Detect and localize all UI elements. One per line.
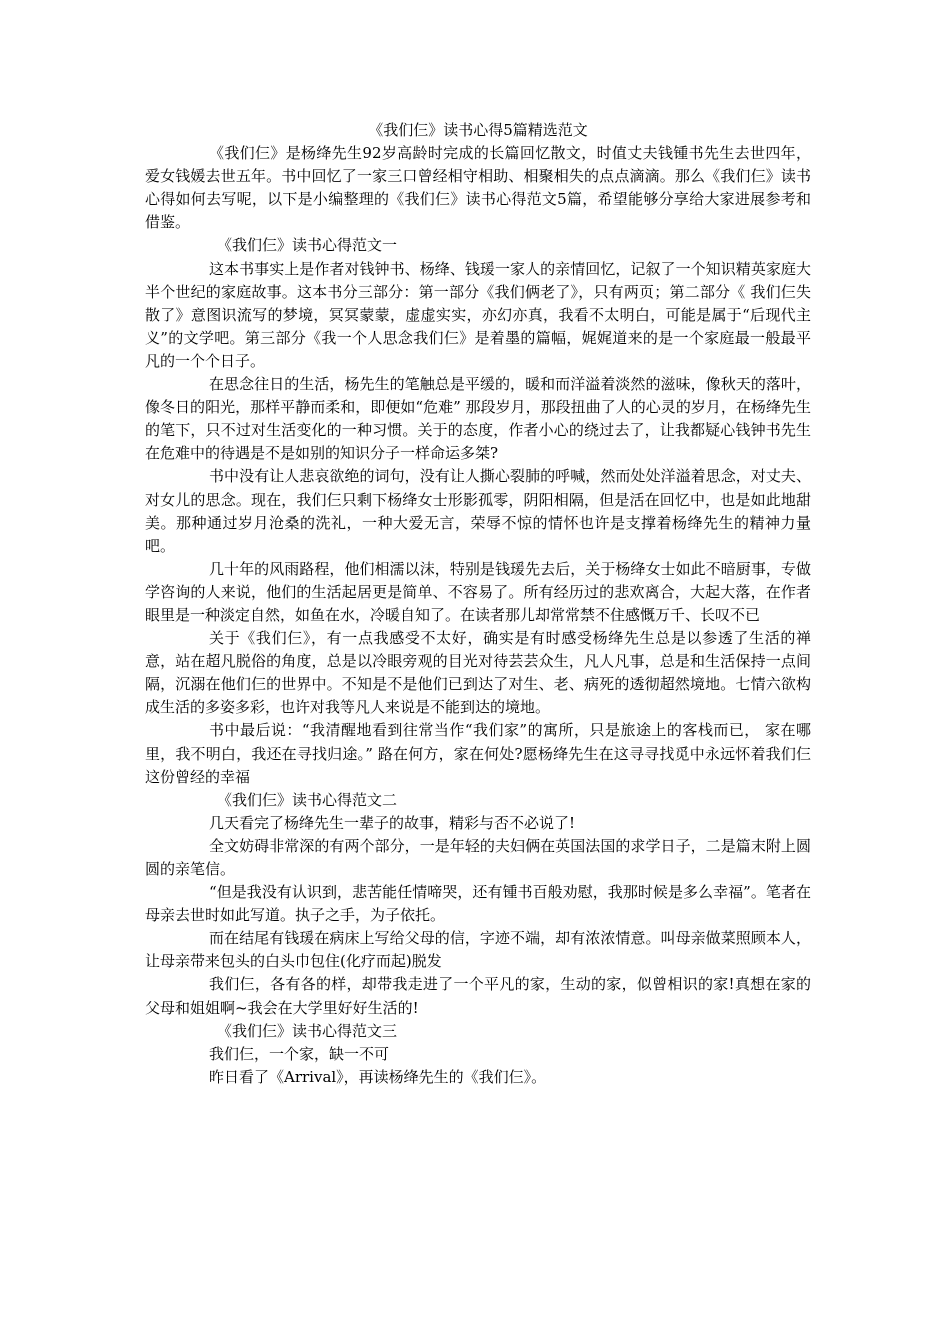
paragraph: 我们仨，一个家，缺一不可 xyxy=(209,1044,390,1063)
paragraph: 全文妨碍非常深的有两个部分，一是年轻的夫妇俩在英国法国的求学日子，二是篇末附上圆圆的亲笔信。 xyxy=(145,836,811,878)
paragraph: 我们仨，各有各的样，却带我走进了一个平凡的家，生动的家，似曾相识的家!真想在家的父母和姐姐啊~我会在大学里好好生活的! xyxy=(145,975,811,1017)
paragraph: 几天看完了杨绛先生一辈子的故事，精彩与否不必说了! xyxy=(209,813,576,832)
section-heading-2: 《我们仨》读书心得范文二 xyxy=(217,790,398,809)
paragraph: 书中最后说：“我清醒地看到往常当作“我们家”的寓所，只是旅途上的客栈而已， 家在哪里，我不明白，我还在寻找归途。” 路在何方，家在何处?愿杨绛先生在这寻寻找觅中永远怀着我们仨这份曾经的幸福 xyxy=(145,721,811,786)
paragraph: “但是我没有认识到，悲苦能任情啼哭，还有锺书百般劝慰，我那时候是多么幸福”。笔者在母亲去世时如此写道。执子之手，为子依托。 xyxy=(145,883,811,925)
paragraph: 而在结尾有钱瑗在病床上写给父母的信，字迹不端，却有浓浓情意。叫母亲做菜照顾本人，让母亲带来包头的白头巾包住(化疗而起)脱发 xyxy=(145,929,811,971)
paragraph: 书中没有让人悲哀欲绝的词句，没有让人撕心裂肺的呼喊，然而处处洋溢着思念，对丈夫、对女儿的思念。现在，我们仨只剩下杨绛女士形影孤零，阴阳相隔，但是活在回忆中，也是如此地甜美。那种通过岁月沧桑的洗礼，一种大爱无言，荣辱不惊的情怀也许是支撑着杨绛先生的精神力量吧。 xyxy=(145,467,811,555)
document-body xyxy=(145,119,811,1089)
paragraph: 在思念往日的生活，杨先生的笔触总是平缓的，暖和而洋溢着淡然的滋味，像秋天的落叶，像冬日的阳光，那样平静而柔和，即便如“危难” 那段岁月，那段扭曲了人的心灵的岁月，在杨绛先生的笔下，只不过对生活变化的一种习惯。关于的态度，作者小心的绕过去了，让我都疑心钱钟书先生在危难中的待遇是不是如别的知识分子一样命运多桀? xyxy=(145,375,811,463)
paragraph: 这本书事实上是作者对钱钟书、杨绛、钱瑗一家人的亲情回忆，记叙了一个知识精英家庭大半个世纪的家庭故事。这本书分三部分：第一部分《我们俩老了》，只有两页；第二部分《 我们仨失散了》意图识流写的梦境，冥冥蒙蒙，虚虚实实，亦幻亦真，我看不太明白，可能是属于“后现代主义”的文学吧。第三部分《我一个人思念我们仨》是着墨的篇幅，娓娓道来的是一个家庭最一般最平凡的一个个日子。 xyxy=(145,259,811,370)
section-heading-3: 《我们仨》读书心得范文三 xyxy=(217,1021,398,1040)
section-heading-1: 《我们仨》读书心得范文一 xyxy=(217,236,398,255)
paragraph: 几十年的风雨路程，他们相濡以沫，特别是钱瑗先去后，关于杨绛女士如此不暗厨事，专做学咨询的人来说，他们的生活起居更是简单、不容易了。所有经历过的悲欢离合，大起大落，在作者眼里是一种淡定自然，如鱼在水，冷暖自知了。在读者那儿却常常禁不住感慨万千、长叹不已 xyxy=(145,559,811,624)
document-title: 《我们仨》读书心得5篇精选范文 xyxy=(368,121,588,139)
paragraph: 关于《我们仨》，有一点我感受不太好，确实是有时感受杨绛先生总是以参透了生活的禅意，站在超凡脱俗的角度，总是以冷眼旁观的目光对待芸芸众生，凡人凡事，总是和生活保持一点间隔，沉溺在他们仨的世界中。不知是不是他们已到达了对生、老、病死的透彻超然境地。七情六欲构成生活的多姿多彩，也许对我等凡人来说是不能到达的境地。 xyxy=(145,629,811,717)
paragraph: 昨日看了《Arrival》，再读杨绛先生的《我们仨》。 xyxy=(209,1067,547,1086)
intro-paragraph: 《我们仨》是杨绛先生92岁高龄时完成的长篇回忆散文，时值丈夫钱锺书先生去世四年，爱女钱媛去世五年。书中回忆了一家三口曾经相守相助、相聚相失的点点滴滴。那么《我们仨》读书心得如何去写呢，以下是小编整理的《我们仨》读书心得范文5篇，希望能够分享给大家进展参考和借鉴。 xyxy=(145,144,811,232)
